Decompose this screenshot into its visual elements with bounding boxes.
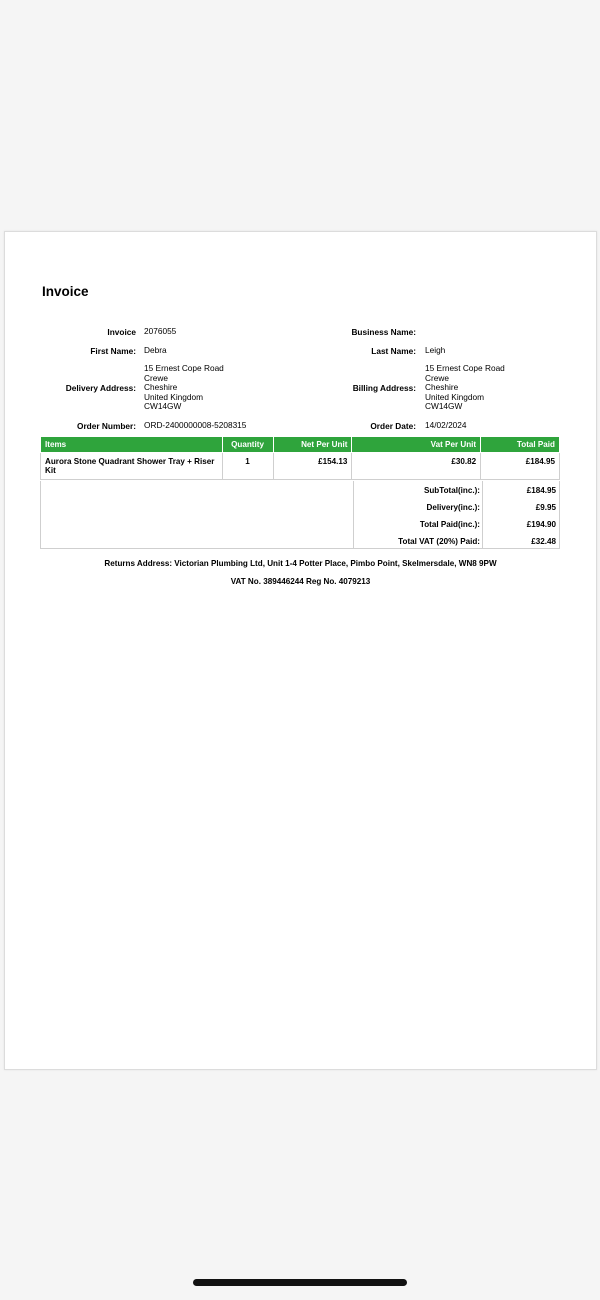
item-quantity: 1 xyxy=(222,453,273,480)
last-name-value: Leigh xyxy=(425,345,446,355)
table-row xyxy=(41,453,560,480)
header-quantity: Quantity xyxy=(222,437,273,453)
delivery-label: Delivery(inc.): xyxy=(426,503,480,512)
totals-row-vat xyxy=(353,533,561,550)
billing-address-line: Crewe xyxy=(425,372,449,383)
vat-registration: VAT No. 389446244 Reg No. 4079213 xyxy=(230,577,371,586)
order-date-label: Order Date: xyxy=(370,421,416,431)
table-header-row xyxy=(41,437,560,453)
order-date-value: 14/02/2024 xyxy=(425,420,467,430)
subtotal-label: SubTotal(inc.): xyxy=(423,486,480,495)
billing-address-line: United Kingdom xyxy=(425,391,485,402)
order-number-label: Order Number: xyxy=(76,421,136,431)
items-table xyxy=(40,436,560,480)
invoice-page xyxy=(4,231,597,1070)
delivery-address-label: Delivery Address: xyxy=(65,383,136,393)
first-name-label: First Name: xyxy=(90,346,136,356)
total-paid-label: Total Paid(inc.): xyxy=(419,520,480,529)
item-net-per-unit: £154.13 xyxy=(273,453,352,480)
item-name: Aurora Stone Quadrant Shower Tray + Riser Kit xyxy=(41,453,223,480)
subtotal-value: £184.95 xyxy=(526,486,556,495)
totals-row-total-paid xyxy=(353,516,561,533)
invoice-label: Invoice xyxy=(107,327,136,337)
billing-address-line: Cheshire xyxy=(425,382,459,393)
billing-address-label: Billing Address: xyxy=(352,383,416,393)
business-name-label: Business Name: xyxy=(351,327,416,337)
delivery-address-line: CW14GW xyxy=(144,401,182,412)
returns-address: Returns Address: Victorian Plumbing Ltd, Unit 1-4 Potter Place, Pimbo Point, Skelmersdale, WN8 9PW xyxy=(104,559,497,568)
last-name-label: Last Name: xyxy=(371,346,416,356)
delivery-address-line: 15 Ernest Cope Road xyxy=(144,363,224,373)
item-vat-per-unit: £30.82 xyxy=(352,453,481,480)
total-vat-value: £32.48 xyxy=(531,537,556,546)
home-indicator[interactable] xyxy=(193,1279,407,1286)
delivery-address xyxy=(144,364,224,412)
page-title: Invoice xyxy=(42,284,89,299)
billing-address-line: 15 Ernest Cope Road xyxy=(425,363,505,373)
header-items: Items xyxy=(41,437,223,453)
delivery-value: £9.95 xyxy=(535,503,556,512)
invoice-number: 2076055 xyxy=(144,326,177,336)
item-total-paid: £184.95 xyxy=(481,453,560,480)
delivery-address-line: Cheshire xyxy=(144,382,178,393)
billing-address-line: CW14GW xyxy=(425,401,463,412)
total-paid-value: £194.90 xyxy=(526,520,556,529)
header-vat-per-unit: Vat Per Unit xyxy=(352,437,481,453)
totals-row-delivery xyxy=(353,499,561,516)
header-total-paid: Total Paid xyxy=(481,437,560,453)
billing-address xyxy=(425,364,505,412)
order-number-value: ORD-2400000008-5208315 xyxy=(144,420,247,430)
totals-row-subtotal xyxy=(353,482,561,499)
total-vat-label: Total VAT (20%) Paid: xyxy=(398,537,480,546)
totals-section xyxy=(40,481,560,549)
delivery-address-line: Crewe xyxy=(144,372,168,383)
delivery-address-line: United Kingdom xyxy=(144,391,204,402)
first-name-value: Debra xyxy=(144,345,167,355)
header-net-per-unit: Net Per Unit xyxy=(273,437,352,453)
